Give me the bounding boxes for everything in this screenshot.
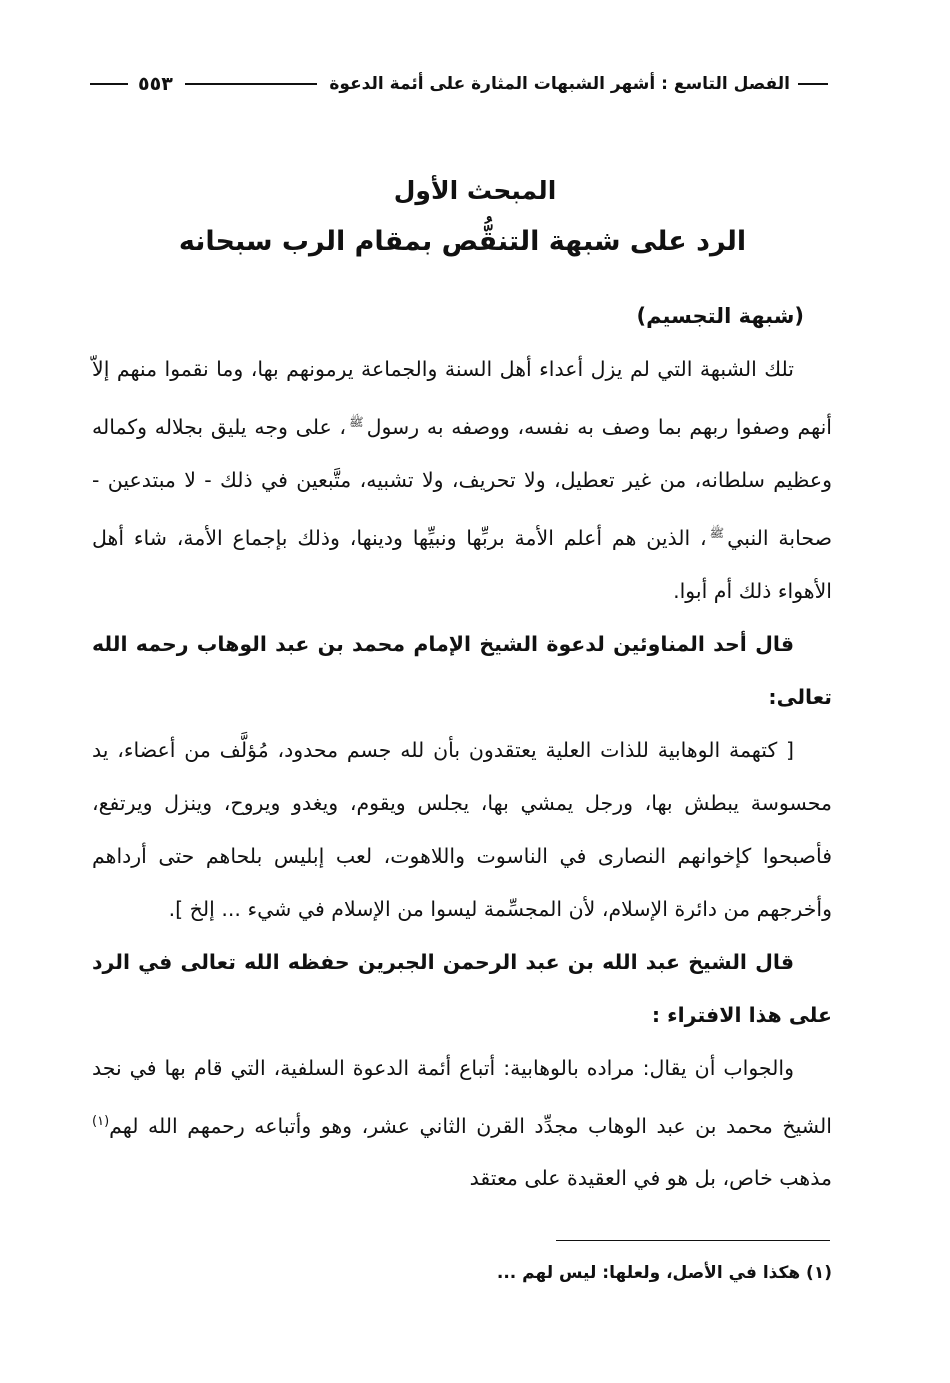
paragraph-opponent-intro: قال أحد المناوئين لدعوة الشيخ الإمام محمد بن عبد الوهاب رحمه الله تعالى:	[92, 631, 832, 709]
paragraph-answer	[92, 1042, 832, 1206]
paragraph-reply-intro: قال الشيخ عبد الله بن عبد الرحمن الجبرين حفظه الله تعالى في الرد على هذا الافتراء :	[92, 949, 832, 1027]
topic-heading: (شبهة التجسيم)	[636, 304, 804, 328]
paragraph-answer-part-2: مذهب خاص، بل هو في العقيدة على معتقد	[469, 1166, 832, 1191]
section-subtitle: الرد على شبهة التنقُّص بمقام الرب سبحانه	[178, 226, 747, 257]
chapter-title: الفصل التاسع : أشهر الشبهات المثارة على أئمة الدعوة	[329, 74, 790, 94]
running-header	[90, 62, 828, 106]
paragraph-intro-part-1: تلك الشبهة التي لم يزل أعداء أهل السنة والجماعة يرمونهم بها، وما نقموا منهم إلاّ أنهم وصفوا ربهم بما وصف به نفسه، ووصفه به رسول	[92, 357, 833, 439]
page-number: ٥٥٣	[138, 73, 173, 95]
salutation-glyph: ﷺ	[349, 415, 364, 429]
header-rule	[185, 83, 318, 85]
paragraph-intro-part-2: ، على وجه يليق بجلاله وكماله وعظيم سلطانه، من غير تعطيل، ولا تحريف، ولا تشبيه، متَّبعين في ذلك - لا مبتدعين - صحابة النبي	[92, 414, 832, 550]
footnote-text: (١) هكذا في الأصل، ولعلها: ليس لهم ...	[496, 1263, 832, 1283]
salutation-glyph: ﷺ	[709, 525, 725, 540]
footnote-marker: (١)	[92, 1113, 110, 1129]
header-tail-dash	[90, 83, 128, 85]
footnote-divider	[556, 1240, 830, 1241]
paragraph-intro	[92, 343, 832, 618]
section-title: المبحث الأول	[393, 176, 557, 205]
header-lead-dash	[798, 83, 828, 85]
paragraph-quote: [ كتهمة الوهابية للذات العلية يعتقدون بأن لله جسم محدود، مُؤلَّف من أعضاء، يد محسوسة يبطش بها، ورجل يمشي بها، يجلس ويقوم، ويغدو ويروح، وينزل ويرتفع، فأصبحوا كإخوانهم النصارى في الناسوت واللاهوت، لعب إبليس بلحاهم حتى أرداهم وأخرجهم من دائرة الإسلام، لأن المجسِّمة ليسوا من الإسلام في شيء ... إلخ ].	[92, 737, 832, 921]
body-text	[92, 290, 832, 1205]
paragraph-answer-part-1: والجواب أن يقال: مراده بالوهابية: أتباع أئمة الدعوة السلفية، التي قام بها في نجد الشيخ محمد بن عبد الوهاب مجدِّد القرن الثاني عشر، وهو وأتباعه رحمهم الله لهم	[92, 1055, 832, 1138]
paragraph-intro-part-3: ، الذين هم أعلم الأمة بربِّها ونبيِّها ودينها، وذلك بإجماع الأمة، شاء أهل الأهواء ذلك أم أبوا.	[92, 525, 832, 603]
